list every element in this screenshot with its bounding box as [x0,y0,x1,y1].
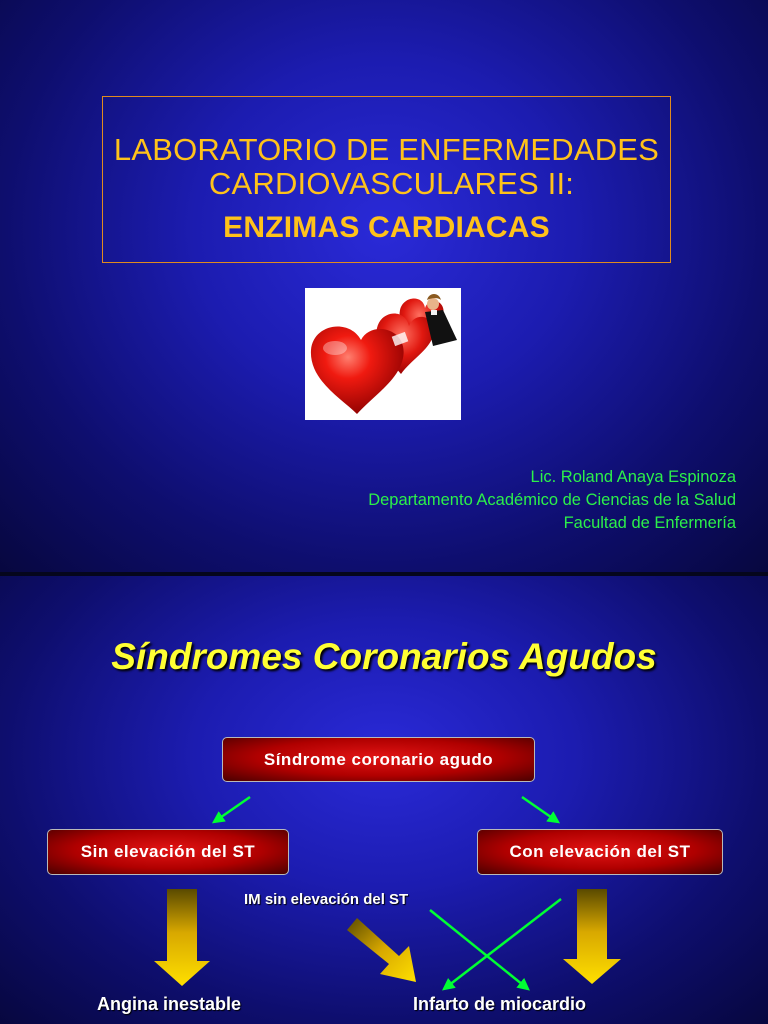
nstemi-label: IM sin elevación del ST [244,891,409,908]
author-faculty: Facultad de Enfermería [563,514,736,532]
title-line-2: CARDIOVASCULARES II: [208,166,575,201]
author-department: Departamento Académico de Ciencias de la Salud [368,491,736,509]
green-arrow-root-left [214,797,250,822]
diagram-arrows [0,576,768,1024]
green-arrow-to-infarction [444,899,561,989]
acute-coronary-syndrome-box: Síndrome coronario agudo [222,737,535,782]
gold-arrow-diagonal [347,918,416,982]
unstable-angina-label: Angina inestable [97,994,242,1014]
author-info [368,466,736,535]
title-line-1: LABORATORIO DE ENFERMEDADES [113,132,660,167]
green-arrow-to-angina [430,910,528,989]
slide-2 [0,576,768,1024]
with-st-elevation-box: Con elevación del ST [477,829,723,875]
green-arrow-root-right [522,797,558,822]
heart-illustration [305,288,461,420]
author-name: Lic. Roland Anaya Espinoza [530,468,736,486]
subtitle-enzymes: ENZIMAS CARDIACAS [223,211,550,244]
slide-2-title: Síndromes Coronarios Agudos [111,636,657,677]
gold-arrow-left-down [154,889,210,986]
gold-arrow-right-down [563,889,621,984]
myocardial-infarction-label: Infarto de miocardio [413,994,587,1014]
title-frame [102,96,671,263]
heart-icon [305,288,461,420]
without-st-elevation-box: Sin elevación del ST [47,829,289,875]
